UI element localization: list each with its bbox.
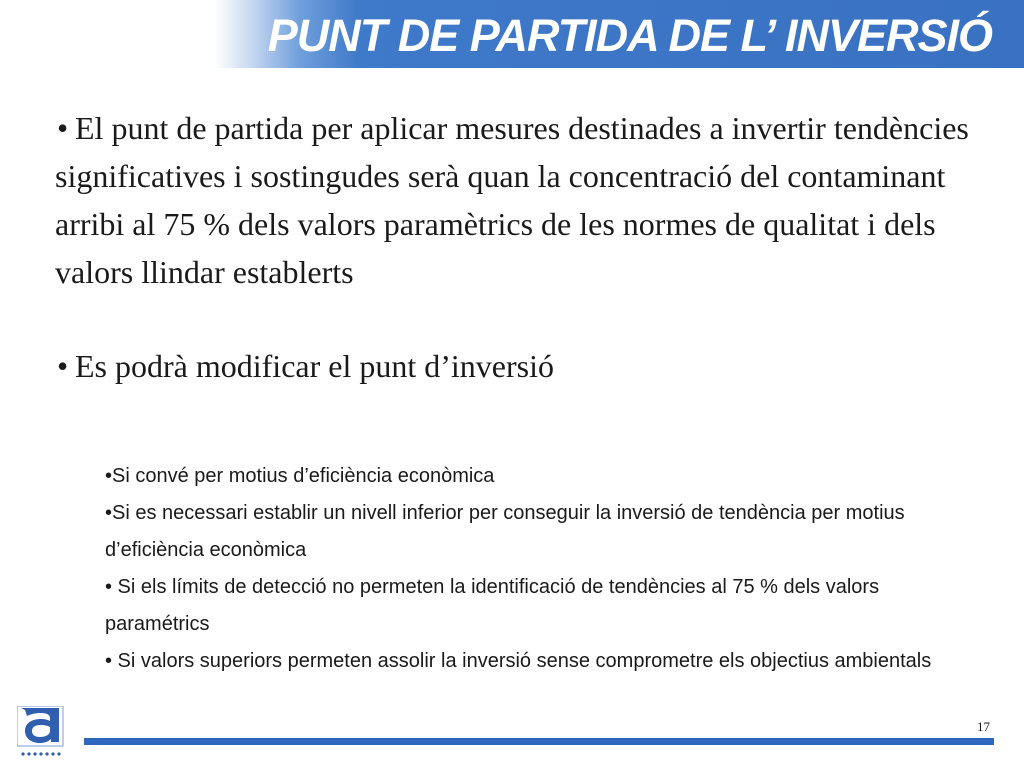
sub-bullet-item: •Si convé per motius d’eficiència econòmica [105,465,495,487]
sub-bullet-item: •Si es necessari establir un nivell inferior per conseguir la inversió de tendència per motius d’eficiència econòmica [105,502,905,561]
sub-bullet-item: • Si els límits de detecció no permeten la identificació de tendències al 75 % dels valors paramétrics [105,576,880,635]
main-content [55,104,1005,390]
bullet-marker: • [57,348,69,384]
bullet-text: El punt de partida per aplicar mesures destinades a invertir tendències significatives i sostingudes serà quan la concentració del contaminant arribi al 75 % dels valors paramètrics de les normes de qualitat i dels valors llindar establerts [55,110,969,290]
letter-a-logo-icon [17,706,65,758]
bullet-item-2 [55,342,1005,390]
sub-bullet-list [105,458,985,680]
footer-divider [84,738,994,745]
sub-bullet-item: • Si valors superiors permeten assolir la inversió sense comprometre els objectius ambientals [105,650,932,672]
bullet-text: Es podrà modificar el punt d’inversió [75,348,554,384]
bullet-item-1 [55,104,1005,296]
page-number: 17 [977,719,990,734]
slide-title: PUNT DE PARTIDA DE L’ INVERSIÓ [267,10,992,61]
bullet-marker: • [57,110,69,146]
